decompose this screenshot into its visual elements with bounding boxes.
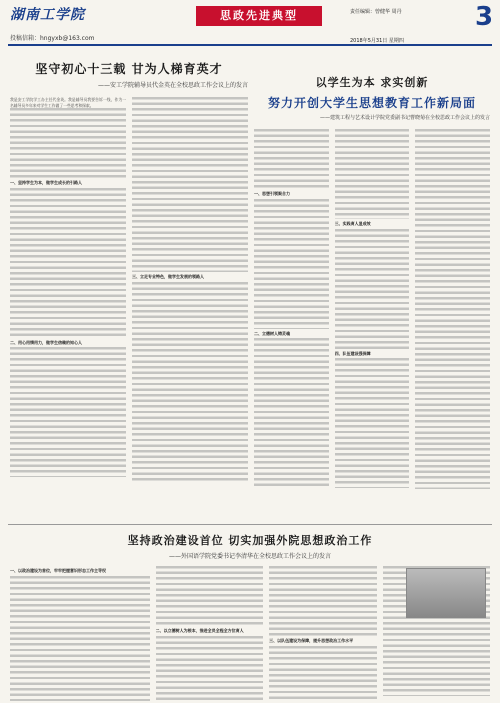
article-2-section-1: 一、思想引领聚合力 — [254, 191, 290, 196]
article-3 — [10, 528, 490, 698]
text-lines — [335, 129, 410, 219]
section-divider — [8, 524, 492, 525]
article-2-col-2 — [335, 129, 410, 499]
article-3-col-1 — [10, 566, 150, 701]
article-1-col-1 — [10, 97, 126, 497]
article-2-col-1 — [254, 129, 329, 499]
article-1-section-2: 二、用心用情用力，做学生信赖的知心人 — [10, 339, 82, 345]
text-lines — [335, 358, 410, 488]
speaker-photo — [406, 568, 486, 618]
article-2-section-2: 二、立德树人铸灵魂 — [254, 330, 290, 336]
text-lines — [132, 97, 248, 272]
article-3-section-2: 二、以立德树人为根本，推进全员全程全方位育人 — [155, 628, 244, 633]
article-2-byline: ——建筑工程与艺术设计学院党委副书记曹晓菊在全校思政工作会议上的发言 — [319, 115, 490, 121]
article-3-section-1: 一、以政治建设为首位，牢牢把握意识形态工作主导权 — [10, 568, 106, 573]
text-lines — [156, 566, 263, 626]
text-lines — [254, 338, 329, 488]
text-lines — [269, 566, 376, 636]
page-number: 3 — [474, 2, 494, 32]
submission-email: 投稿信箱：hngyxb@163.com — [10, 35, 95, 42]
text-lines — [269, 646, 376, 701]
article-2 — [254, 52, 490, 522]
text-lines — [415, 129, 490, 489]
article-1-section-1: 一、坚持学生为本，做学生成长的引路人 — [10, 180, 82, 186]
article-3-col-2 — [156, 566, 263, 701]
issue-date: 2018年5月31日 星期四 — [350, 38, 404, 44]
masthead — [0, 0, 500, 44]
article-1-body — [10, 97, 248, 497]
text-lines — [10, 576, 150, 701]
article-2-headline-1: 以学生为本 求实创新 — [315, 76, 429, 89]
text-lines — [254, 129, 329, 189]
article-3-col-3 — [269, 566, 376, 701]
newspaper-name: 湖南工学院 — [10, 7, 85, 23]
text-lines — [10, 188, 126, 338]
article-2-section-3: 三、实践育人显成效 — [334, 221, 371, 226]
article-1-headline: 坚守初心十三载 甘为人梯育英才 — [35, 62, 223, 76]
masthead-rule — [8, 44, 492, 46]
editor-info: 责任编辑：曾健华 周丹 — [350, 9, 402, 15]
article-1-byline: ——安工学院辅导员代金英在全校思政工作会议上的发言 — [97, 82, 248, 89]
article-2-col-3 — [415, 129, 490, 499]
article-2-section-4: 四、队伍建设强保障 — [334, 350, 371, 356]
section-banner: 思政先进典型 — [196, 6, 322, 26]
text-lines — [156, 636, 263, 701]
article-3-byline: ——外国语学院党委书记李清华在全校思政工作会议上的发言 — [168, 553, 331, 560]
article-1 — [10, 52, 248, 522]
article-1-section-3: 三、立足专业特色，做学生发展的领路人 — [132, 274, 204, 279]
article-3-section-3: 三、以队伍建设为保障，提升思想政治工作水平 — [269, 638, 354, 643]
article-3-headline: 坚持政治建设首位 切实加强外院思想政治工作 — [127, 534, 373, 547]
text-lines — [254, 199, 329, 329]
article-2-body — [254, 129, 490, 499]
text-lines — [132, 282, 248, 482]
text-lines — [10, 347, 126, 477]
text-lines — [10, 108, 126, 178]
article-1-intro: 我是安工学院学工办主任代金英。我是辅导员我要告诉一线，作为一名辅导员多年来对学生工作做了一些思考和探索。 — [10, 97, 126, 108]
text-lines — [335, 229, 410, 349]
article-1-col-2 — [132, 97, 248, 497]
article-2-headline-2: 努力开创大学生思想教育工作新局面 — [267, 96, 476, 110]
